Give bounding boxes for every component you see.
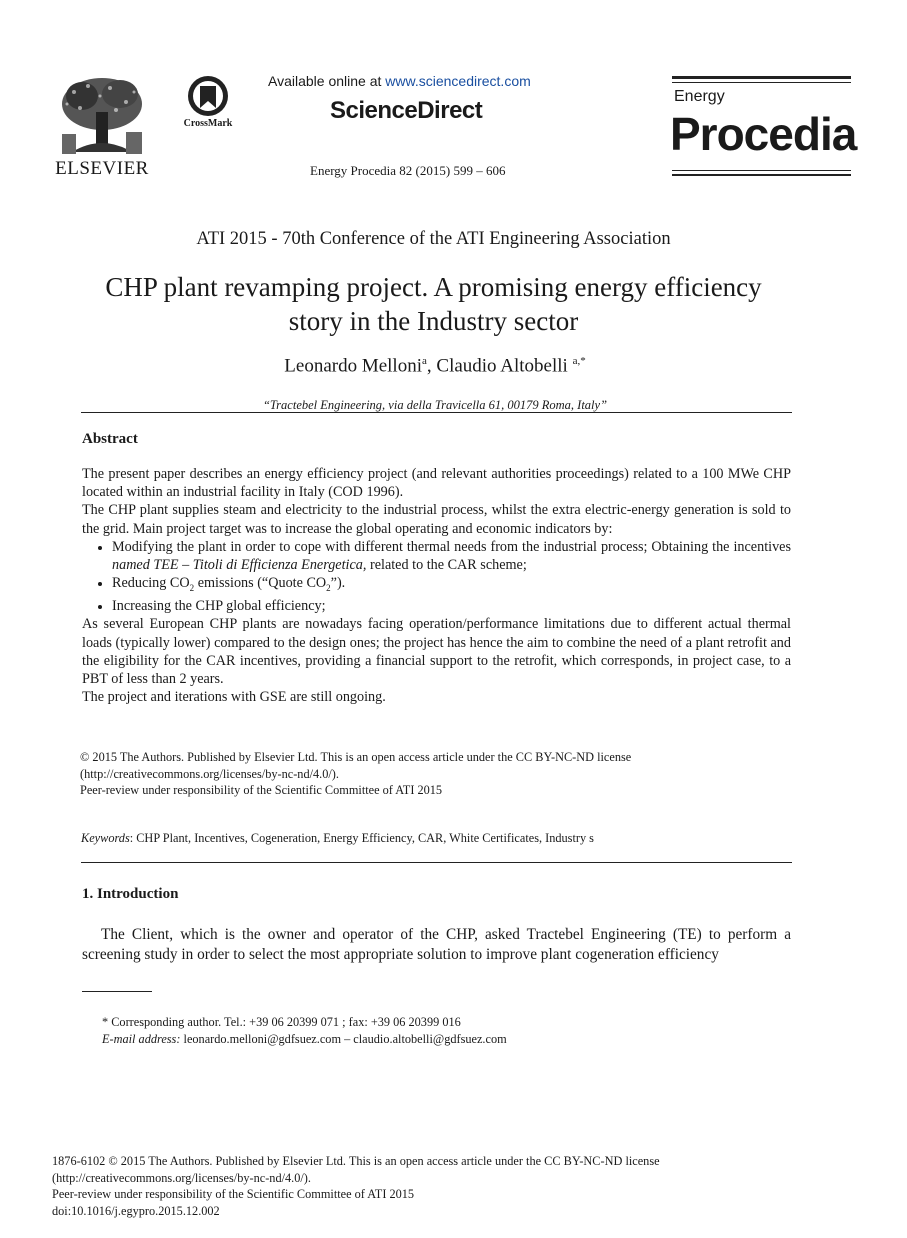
journal-logo-rule	[672, 76, 851, 79]
bullet-text-italic: named TEE – Titoli di Efficienza Energetica,	[112, 557, 367, 574]
abstract-paragraph: The CHP plant supplies steam and electricity to the industrial process, whilst the extra electric-energy generation is sold to the grid. Main project target was to increase the global operating and economic indicators by:	[82, 502, 791, 537]
list-item: • Increasing the CHP global efficiency;	[112, 597, 791, 615]
abstract-body	[82, 465, 791, 706]
conference-name: ATI 2015 - 70th Conference of the ATI Engineering Association	[196, 229, 671, 249]
copyright-notice	[80, 749, 720, 799]
abstract-paragraph: The project and iterations with GSE are still ongoing.	[82, 689, 386, 706]
introduction-body	[82, 925, 791, 965]
doi[interactable]: doi:10.1016/j.egypro.2015.12.002	[52, 1203, 220, 1218]
license-link[interactable]: (http://creativecommons.org/licenses/by-nc-nd/4.0/).	[80, 766, 339, 781]
email-label: E-mail address:	[102, 1032, 181, 1046]
keywords-text: CHP Plant, Incentives, Cogeneration, Energy Efficiency, CAR, White Certificates, Industry s	[136, 831, 594, 845]
divider	[81, 412, 792, 413]
bullet-text: related to the CAR scheme;	[366, 557, 527, 574]
abstract-paragraph: The present paper describes an energy efficiency project (and relevant authorities proceedings) related to a 100 MWe CHP located within an industrial facility in Italy (COD 1996).	[82, 466, 791, 501]
available-online	[268, 73, 531, 89]
article-title	[60, 270, 807, 338]
author-separator: ,	[426, 355, 437, 377]
author-list	[0, 355, 870, 377]
journal-reference: Energy Procedia 82 (2015) 599 – 606	[310, 163, 506, 178]
subscript: 2	[326, 583, 331, 594]
elsevier-wordmark: ELSEVIER	[55, 158, 149, 179]
corresponding-author-note: * Corresponding author. Tel.: +39 06 20399 071 ; fax: +39 06 20399 016	[102, 1015, 461, 1029]
footer-peer-review: Peer-review under responsibility of the Scientific Committee of ATI 2015	[52, 1187, 415, 1201]
author-name: Leonardo Melloni	[284, 355, 422, 377]
keywords-label: Keywords	[81, 831, 130, 845]
crossmark-label: CrossMark	[183, 118, 233, 129]
footnote-rule	[82, 991, 152, 992]
bullet-text: Reducing CO	[112, 575, 190, 592]
article-title-line: CHP plant revamping project. A promising energy efficiency	[105, 272, 762, 302]
peer-review-line: Peer-review under responsibility of the Scientific Committee of ATI 2015	[80, 783, 443, 797]
list-item	[112, 574, 791, 597]
sciencedirect-link[interactable]: www.sciencedirect.com	[385, 73, 531, 89]
footnotes	[102, 1014, 507, 1048]
journal-logo-rule	[672, 174, 851, 176]
body-paragraph: The Client, which is the owner and operator of the CHP, asked Tractebel Engineering (TE) to perform a screening study in order to select the most appropriate solution to improve plant cogeneration efficiency	[82, 926, 791, 963]
bullet-text: ”).	[330, 575, 346, 592]
author-affiliation-mark: a	[422, 355, 427, 367]
abstract-bullet-list	[82, 538, 791, 616]
journal-logo-energy: Energy	[674, 88, 725, 105]
page-footer	[52, 1153, 752, 1219]
email-addresses[interactable]: leonardo.melloni@gdfsuez.com – claudio.altobelli@gdfsuez.com	[180, 1032, 507, 1046]
journal-logo-rule	[672, 170, 851, 171]
copyright-line: © 2015 The Authors. Published by Elsevier Ltd. This is an open access article under the CC BY-NC-ND license	[80, 750, 632, 764]
abstract-heading: Abstract	[82, 431, 138, 447]
sciencedirect-logo: ScienceDirect	[330, 97, 483, 124]
author-affiliation-mark: a,*	[572, 355, 586, 367]
divider	[81, 862, 792, 863]
journal-logo-procedia: Procedia	[670, 108, 857, 160]
author-name: Claudio Altobelli	[436, 355, 573, 377]
keywords	[81, 831, 594, 846]
footer-license-link[interactable]: (http://creativecommons.org/licenses/by-nc-nd/4.0/).	[52, 1170, 311, 1185]
article-title-line: story in the Industry sector	[288, 306, 579, 336]
abstract-paragraph: As several European CHP plants are nowadays facing operation/performance limitations due to different actual thermal loads (typically lower) compared to the design ones; the project has hence the aim to combine the need of a plant retrofit and the eligibility for the CAR incentives, providing a financial support to the retrofit, which corresponds, in project case, to a PBT of less than 2 years.	[82, 616, 791, 688]
available-online-prefix: Available online at	[268, 73, 382, 89]
affiliation: “Tractebel Engineering, via della Travicella 61, 00179 Roma, Italy”	[262, 398, 608, 412]
journal-logo-rule	[672, 82, 851, 83]
list-item	[112, 538, 791, 574]
keywords-colon: :	[129, 831, 137, 845]
bullet-text: emissions (“Quote CO	[194, 575, 327, 592]
bullet-text: Modifying the plant in order to cope with different thermal needs from the industrial process; Obtaining the incentives	[112, 538, 791, 555]
footer-issn-line: 1876-6102 © 2015 The Authors. Published by Elsevier Ltd. This is an open access article under the CC BY-NC-ND license	[52, 1154, 660, 1168]
section-heading: 1. Introduction	[82, 886, 179, 902]
subscript: 2	[189, 583, 195, 594]
